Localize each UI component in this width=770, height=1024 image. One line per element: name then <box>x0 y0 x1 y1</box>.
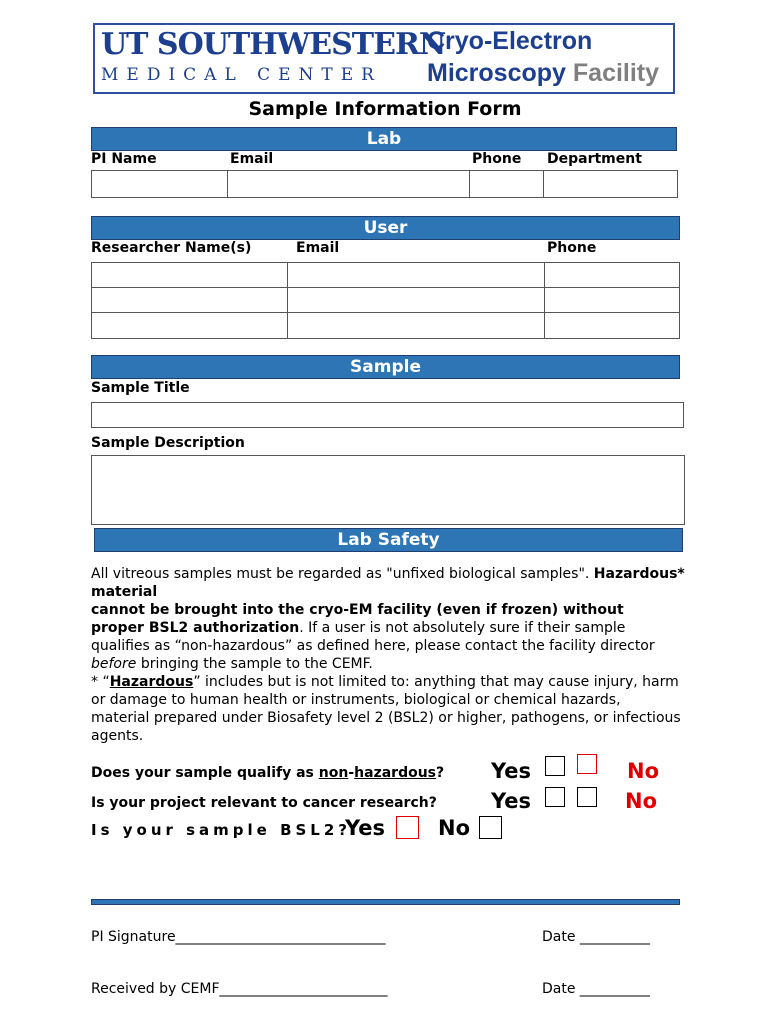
user-phone-field-3[interactable] <box>544 312 680 339</box>
hazard-def-text: ” includes but is not limited to: anything that may cause injury, harm or damage to human health or instruments, biological or chemical hazards, material prepared under Biosafety level 2 (BSL2) or higher, pathogens, or infectious agents. <box>91 674 681 744</box>
user-phone-field-2[interactable] <box>544 287 680 313</box>
section-divider <box>91 899 680 905</box>
q1-yes-checkbox[interactable] <box>545 756 565 776</box>
lab-email-field[interactable] <box>227 170 470 198</box>
q1-text-a: Does your sample qualify as <box>91 765 319 781</box>
user-col-phone: Phone <box>547 240 597 256</box>
q3-no-label: No <box>438 816 471 840</box>
lab-section-bar: Lab <box>91 127 677 151</box>
pi-date-line[interactable]: Date __________ <box>542 929 650 945</box>
q1-no-checkbox[interactable] <box>577 754 597 774</box>
hazard-def-prefix: * “ <box>91 674 110 690</box>
q1-qmark: ? <box>436 765 445 781</box>
q2-no-checkbox[interactable] <box>577 787 597 807</box>
question-bsl2: Is your sample BSL2? <box>91 821 351 839</box>
q3-yes-label: Yes <box>345 816 386 840</box>
logo-facility-microscopy: Microscopy <box>427 59 566 87</box>
sample-title-label: Sample Title <box>91 380 190 396</box>
user-col-email: Email <box>296 240 340 256</box>
logo-medical-center: MEDICAL CENTER <box>101 65 382 85</box>
safety-text-2: . If a user is not absolutely sure if their sample qualifies as “non-hazardous” as defined here, please contact the facility director <box>91 620 655 654</box>
logo-facility-line1: Cryo-Electron <box>427 27 593 55</box>
q1-non: non <box>318 765 349 781</box>
lab-col-email: Email <box>230 151 274 167</box>
logo-facility-word: Facility <box>572 59 660 87</box>
facility-logo <box>93 23 675 94</box>
researcher-name-field-2[interactable] <box>91 287 288 313</box>
question-non-hazardous <box>91 765 444 781</box>
logo-facility-line2 <box>427 59 659 88</box>
question-cancer-research: Is your project relevant to cancer research? <box>91 795 437 811</box>
safety-paragraph <box>91 565 751 745</box>
sample-title-field[interactable] <box>91 402 684 428</box>
user-email-field-1[interactable] <box>287 262 545 288</box>
lab-col-pi-name: PI Name <box>91 151 157 167</box>
q2-yes-label: Yes <box>491 789 532 813</box>
researcher-name-field-1[interactable] <box>91 262 288 288</box>
sample-section-bar: Sample <box>91 355 680 379</box>
user-phone-field-1[interactable] <box>544 262 680 288</box>
pi-name-field[interactable] <box>91 170 228 198</box>
researcher-name-field-3[interactable] <box>91 312 288 339</box>
lab-phone-field[interactable] <box>469 170 544 198</box>
q3-yes-checkbox[interactable] <box>396 816 419 839</box>
q1-hazardous: hazardous <box>354 765 437 781</box>
q2-yes-checkbox[interactable] <box>545 787 565 807</box>
user-section-bar: User <box>91 216 680 240</box>
q3-no-checkbox[interactable] <box>479 816 502 839</box>
q2-no-label: No <box>625 789 658 813</box>
q1-yes-label: Yes <box>491 759 532 783</box>
safety-bsl2-requirement: cannot be brought into the cryo-EM facility (even if frozen) without proper BSL2 authorization <box>91 602 624 636</box>
pi-signature-line[interactable]: PI Signature______________________________ <box>91 929 386 945</box>
sample-description-label: Sample Description <box>91 435 245 451</box>
user-email-field-3[interactable] <box>287 312 545 339</box>
safety-hazardous-material: Hazardous* material <box>91 566 685 600</box>
user-email-field-2[interactable] <box>287 287 545 313</box>
lab-col-department: Department <box>547 151 642 167</box>
safety-before: before <box>91 656 137 672</box>
received-by-line[interactable]: Received by CEMF________________________ <box>91 981 388 997</box>
department-field[interactable] <box>543 170 678 198</box>
user-col-researcher: Researcher Name(s) <box>91 240 252 256</box>
safety-text-3: bringing the sample to the CEMF. <box>136 656 373 672</box>
safety-text-1: All vitreous samples must be regarded as "unfixed biological samples". <box>91 566 594 582</box>
q1-dash: - <box>348 765 355 781</box>
hazard-def-term: Hazardous <box>109 674 194 690</box>
page-title: Sample Information Form <box>248 98 522 120</box>
lab-safety-section-bar: Lab Safety <box>94 528 683 552</box>
lab-col-phone: Phone <box>472 151 522 167</box>
sample-description-field[interactable] <box>91 455 685 525</box>
received-date-line[interactable]: Date __________ <box>542 981 650 997</box>
q1-no-label: No <box>627 759 660 783</box>
logo-ut-southwestern: UT SOUTHWESTERN <box>101 27 446 62</box>
